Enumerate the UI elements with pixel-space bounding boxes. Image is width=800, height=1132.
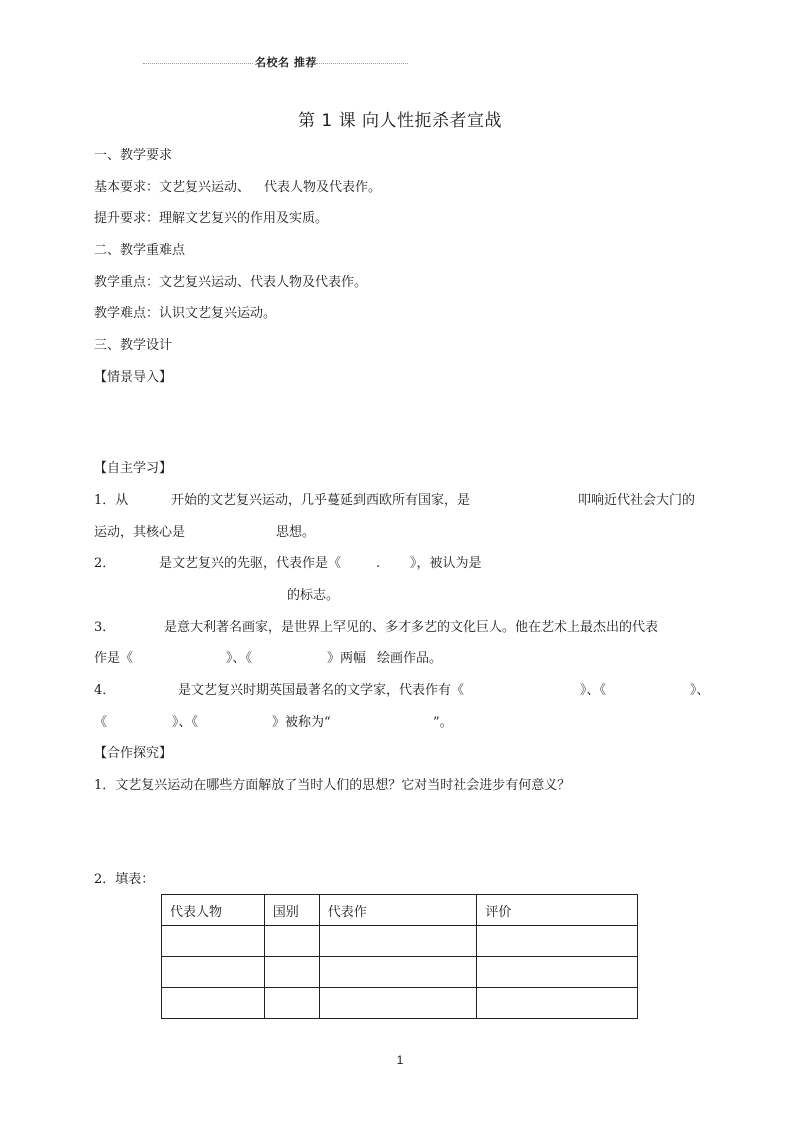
- table-cell[interactable]: [477, 957, 638, 988]
- table-cell[interactable]: [319, 926, 477, 957]
- q4-text-e: 》、《: [172, 715, 199, 730]
- q3-text-e: 绘画作品。: [377, 651, 443, 666]
- q3-text-d: 》两幅: [327, 651, 367, 666]
- q4-text-c: 》、: [690, 683, 710, 698]
- q1-number: 1．从: [94, 493, 129, 508]
- fill-in-table: [161, 894, 638, 1019]
- table-cell[interactable]: [319, 957, 477, 988]
- q1-text-d: 思想。: [276, 525, 316, 540]
- q4-text-b: 》、《: [580, 683, 607, 698]
- basic-requirement-tail: 代表人物及代表作。: [264, 180, 382, 195]
- table-cell[interactable]: [477, 926, 638, 957]
- table-cell[interactable]: [162, 957, 265, 988]
- key-points: 教学重点：文艺复兴运动、代表人物及代表作。: [94, 275, 368, 290]
- table-cell[interactable]: [319, 988, 477, 1019]
- table-cell[interactable]: [264, 926, 319, 957]
- q4-number: 4．: [94, 683, 116, 698]
- table-header-cell: 代表人物: [162, 895, 265, 926]
- q3-text-c: 》、《: [226, 651, 253, 666]
- q2-text-c: 的标志。: [287, 588, 340, 603]
- table-cell[interactable]: [477, 988, 638, 1019]
- table-header-cell: 评价: [477, 895, 638, 926]
- section-heading-design: 三、教学设计: [94, 338, 173, 353]
- q1-text-c: 运动，其核心是: [94, 525, 186, 540]
- q4-text-a: 是文艺复兴时期英国最著名的文学家，代表作有《: [178, 683, 465, 698]
- table-header-cell: 代表作: [319, 895, 477, 926]
- q3-text-b: 作是《: [94, 651, 134, 666]
- table-row: [162, 988, 638, 1019]
- section-heading-requirements: 一、教学要求: [94, 148, 173, 163]
- q2-number: 2．: [94, 556, 116, 571]
- q1-text-a: 开始的文艺复兴运动，几乎蔓延到西欧所有国家，是: [171, 493, 471, 508]
- q4-text-d: 《: [94, 715, 108, 730]
- table-header-cell: 国别: [264, 895, 319, 926]
- q3-text-a: 是意大利著名画家，是世界上罕见的、多才多艺的文化巨人。他在艺术上最杰出的代表: [164, 620, 659, 635]
- q3-number: 3．: [94, 620, 116, 635]
- coop-question-1: 1．文艺复兴运动在哪些方面解放了当时人们的思想？它对当时社会进步有何意义？: [94, 778, 571, 793]
- advanced-requirement: 提升要求：理解文艺复兴的作用及实质。: [94, 211, 329, 226]
- basic-requirement: [94, 180, 250, 196]
- table-cell[interactable]: [162, 926, 265, 957]
- q2-text-a: 是文艺复兴的先驱，代表作是《: [159, 556, 342, 571]
- table-header-row: [162, 895, 638, 926]
- table-row: [162, 957, 638, 988]
- basic-requirement-text: 基本要求：文艺复兴运动、: [94, 180, 251, 195]
- label-scenario-intro: 【情景导入】: [94, 370, 173, 385]
- q2-dot: .: [376, 556, 381, 571]
- header-dotted-rule-right: [316, 63, 408, 64]
- table-cell[interactable]: [162, 988, 265, 1019]
- coop-question-2: 2．填表：: [94, 872, 155, 887]
- table-cell[interactable]: [264, 957, 319, 988]
- section-heading-key-points: 二、教学重难点: [94, 243, 186, 258]
- page-title: 第 1 课 向人性扼杀者宣战: [297, 111, 503, 131]
- header-label: 名校名 推荐: [255, 56, 317, 69]
- label-cooperative-inquiry: 【合作探究】: [94, 746, 173, 761]
- q4-text-f: 》被称为“: [272, 715, 331, 730]
- header-dotted-rule-left: [143, 63, 253, 64]
- table-row: [162, 926, 638, 957]
- page-number: 1: [396, 1053, 404, 1067]
- label-self-study: 【自主学习】: [94, 461, 173, 476]
- table-cell[interactable]: [264, 988, 319, 1019]
- q1-text-b: 叩响近代社会大门的: [578, 493, 696, 508]
- q2-text-b: 》，被认为是: [410, 556, 482, 571]
- difficult-points: 教学难点：认识文艺复兴运动。: [94, 306, 277, 321]
- q4-text-g: ”。: [433, 715, 453, 730]
